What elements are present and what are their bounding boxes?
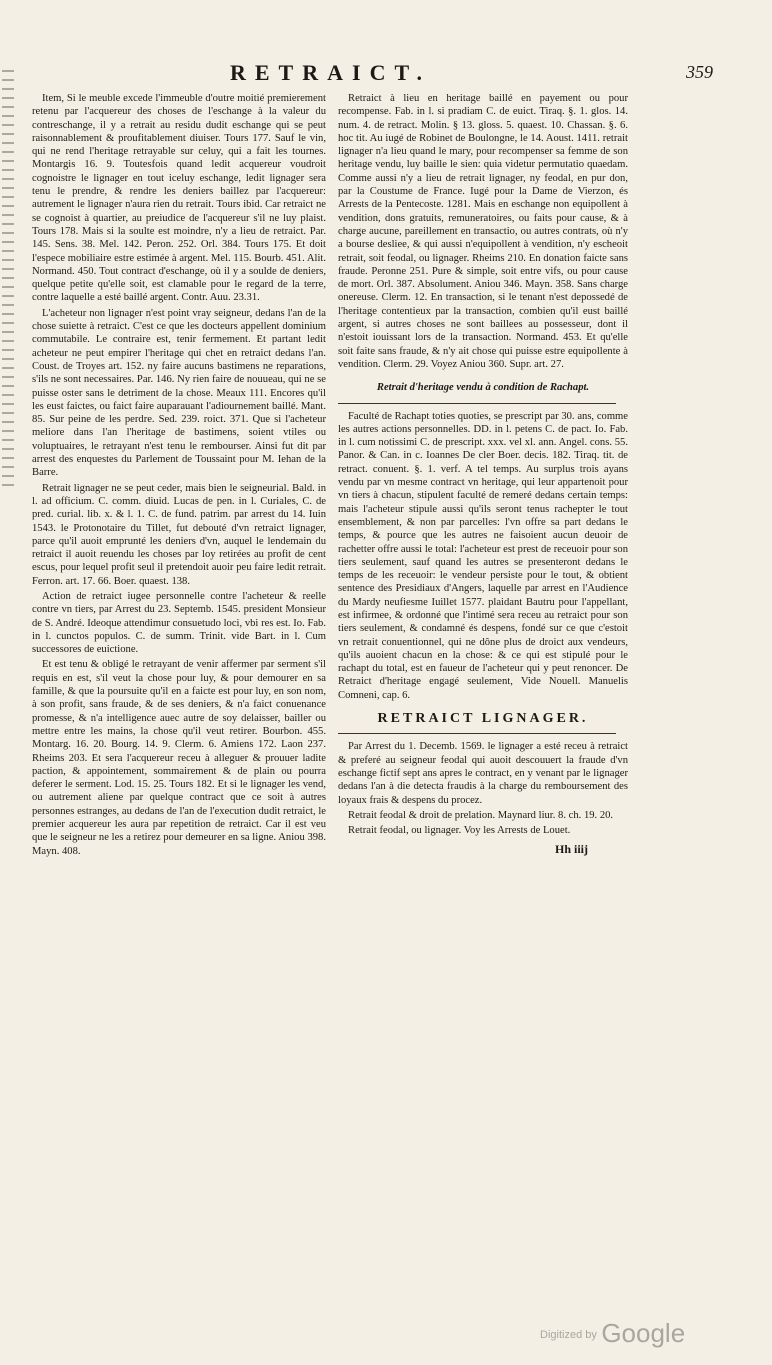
watermark-logo: Google [601,1318,686,1348]
paragraph: Retrait feodal, ou lignager. Voy les Arrests de Louet. [348,825,571,837]
running-head: RETRAICT. [230,60,432,85]
digitized-watermark [540,1318,685,1349]
left-column [32,92,326,1272]
paragraph: L'acheteur non lignager n'est point vray seigneur, dedans l'an de la chose suiette à retraict. C'est ce que les docteurs appellent dominium commutabile. Le contraire est, tenir fermement. Et partant ledit acheteur ne peut empirer l'heritage qui chet en retraict dedans l'an. Coust. de Troyes art. 152. ny faire aucuns bastimens ne reparations, s'ils ne sont necessaires. Par. 146. Ny rien faire de nouueau, qui ne se puisse oster sans le detriment de la chose. Meaux 111. Encores qu'il les eust faictes, ou faict faire auparauant l'adiournement baillé. Mant. 85. Sur peine de les perdre. Sed. 239. roict. 371. Que si l'acheteur meliore dans l'an l'heritage de bastimens, soient vtiles ou voluptuaires, le retrayant n'est tenu le rembourser. Ainsi fut dit par arrest des enquestes du Parlement de Toussaint pour M. Iehan de la Barre. [32,307,326,479]
section-rule [338,733,616,734]
paragraph: Et est tenu & obligé le retrayant de venir affermer par serment s'il requis en est, s'il veut la chose pour luy, & pour demourer en sa famille, & que la poursuite qu'il en a faicte est pour luy, en son nom, à son profit, sans fraude, & de ses deniers, & n'a faict conuenance promesse, & n'a intelligence auec autre de soy delaisser, bailler ou mettre entre les mains, la chose qu'il veut retirer. Bourbon. 455. Montarg. 16. 20. Bourg. 14. 9. Clerm. 6. Amiens 172. Laon 237. Rheims 203. Et sera l'acquereur receu à alleguer & prouuer ladite paction, & appointement, sommairement & de plain ou pourra deferer le serment. Lod. 15. 25. Tours 182. Et si le lignager les vend, ou autrement aliene par quelque contract que ce soit à autres personnes estranges, au dedans de l'an de l'execution dudit retraict, le premier acquereur les aura par repetition de retraict. Car il est veu que le seigneur ne les a retirez pour demeurer en sa ligne. Aniou 398. Mayn. 408. [32,659,326,857]
paragraph: Par Arrest du 1. Decemb. 1569. le lignager a esté receu à retraict & preferé au seigneur feodal qui auoit descouuert la fraude d'vn eschange fictif sept ans apres le contract, en y venant par le lignager dedans l'an à die detecta fraudis à la charge du remboursement des loyaux frais & despens du procez. [338,741,628,806]
page-number: 359 [686,62,713,82]
paragraph: Retrait feodal & droit de prelation. Maynard liur. 8. ch. 19. 20. [348,809,614,821]
watermark-prefix: Digitized by [540,1329,597,1341]
section-heading-lignager: RETRAICT LIGNAGER. [377,711,589,727]
paragraph: Action de retraict iugee personnelle contre l'acheteur & reelle contre vn tiers, par Arrest du 23. Septemb. 1545. president Monsieur de S. André. Ideoque attendimur consuetudo loci, vbi res est. Io. Fab. in l. cunctos populos. C. de summ. Trinit. vide Bart. in l. Cum successores de euictione. [32,590,326,656]
section-rule [338,403,616,404]
paragraph: Retrait lignager ne se peut ceder, mais bien le seigneurial. Bald. in l. ad officium. C. comm. diuid. Lucas de pen. in l. Curiales, C. de pred. curial. lib. x. & l. 1. C. de fund. patrim. par arrest du 14. Iuin 1543. le Protonotaire du Tillet, fut debouté d'vn retraict lignager, parce qu'il auoit emprunté les deniers d'vn, auquel le lendemain du retraict il auoit reuendu les choses par loy retirées au profit de cent escus, pour lequel profit seul il pretendoit auoir peu faire ledit retrait. Ferron. art. 17. 66. Boer. quaest. 138. [32,482,326,587]
section-heading-rachapt: Retrait d'heritage vendu à condition de Rachapt. [376,382,590,394]
right-column [338,92,628,1232]
binding-gutter [2,70,14,490]
paragraph: Item, Si le meuble excede l'immeuble d'outre moitié premierement retenu par l'acquereur des choses de l'eschange à la valeur du contreschange, il y a retrait au residu dudit eschange qui se peut raisonnablement & proufitablement diuiser. Tours 177. Sauf le vin, qui ne rend l'heritage retrayable sur celuy, qui a fait les tournes. Montargis 16. 9. Toutesfois quand ledit acquereur voudroit cognoistre le lignager en tout iceluy eschange, ledit lignager sera tenu le prendre, & rendre les deniers baillez par l'acquereur: autrement le lignager n'aura rien du retrait. Tours ibid. Car retraict ne se cognoist à quartier, au preiudice de l'acquereur s'il ne luy plaist. Tours 178. Mais si la soulte est moindre, n'y a lieu de retraict. Par. 145. Sens. 38. Mel. 142. Peron. 252. Orl. 384. Tours 175. Et doit l'espece mobiliaire estre estimée à argent. Mel. 115. Bourb. 451. Alit. Normand. 450. Tout contract d'eschange, où il y a soulde de deniers, quelque petite qu'elle soit, est clamable pour le regard de la terre, contre laquelle a esté baillé argent. Contr. Auu. 23.31. [32,93,326,304]
paragraph: Retraict à lieu en heritage baillé en payement ou pour recompense. Fab. in l. si pradiam C. de euict. Tiraq. §. 1. glos. 14. num. 4. de retract. Molin. § 13. gloss. 5. quaest. 10. Chassan. §. 6. hoc tit. Au iugé de Robinet de Boulongne, le 14. Aoust. 1411. retrait lignager n'a lieu quand le mary, pour recompenser sa femme de son heritage vendu, luy baille le sien: quia videtur permutatio quaedam. Comme aussi n'y a lieu de retrait lignager, ny feodal, en pur don, par la Coustume de France. Iugé pour la Dame de Vierzon, és Arrests de la Pentecoste. 1281. Mais en eschange non equipollent à vendition, dons gratuits, remuneratoires, ou faits pour cause, & à charge aucune, pareillement en transactio, ou autres contrats, où n'y a bourse desliee, & qui aussi n'equipollent à vendition, n'y escheoit retrait, soit feodal, ou lignager. Rheims 210. En donation faicte sans fraude. Peronne 251. Pure & simple, soit entre vifs, ou pour cause de mort. Orl. 387. Absolument. Aniou 346. Mayn. 358. Sans charge onereuse. Clerm. 12. En transaction, si le tenant n'est depossedé de l'heritage contentieux par la transaction, combien qu'il eust baillé argent, si autres choses ne sont baillees au possesseur, dont il n'estoit iouissant lors de la transaction. Normand. 453. Et qu'elle soit faite sans fraude, & n'y ait chose qui puisse estre equipollente à vendition. Clerm. 29. Voyez Aniou 360. Supr. art. 27. [338,93,628,370]
paragraph: Faculté de Rachapt toties quoties, se prescript par 30. ans, comme les autres actions personnelles. DD. in l. petens C. de pact. Io. Fab. in l. cum notissimi C. de prescript. xxx. vel xl. ann. Angel. cons. 55. Panor. & Can. in c. Ioannes De cler Boer. decis. 182. Tiraq. tit. de retract. conuent. §. 1. verf. A tel temps. Au surplus trois ayans vendu par vn mesme contract vn heritage, qui leur appartenoit pour vn tiers à chacun, stipulent faculté de remeré dedans certain temps: mais l'acheteur stipule aussi qu'ils seront tenus rachepter le tout ensemblement, & non par parcelles: l'vn offre sa part dedans le temps, & pource que les autres ne faisoient aucun deuoir de rachetter offre aussi le total: l'acheteur est prest de receuoir pour son tiers seulement, sauf quand les autres se presenteront dedans le temps de les receuoir: le vendeur persiste pour le tout, & obtient sentence des Presidiaux d'Angers, laquelle par arrest en l'Audience du Mardy neufiesme Iuillet 1577. plaidant Bautru pour l'appellant, est infirmee, & ordonné que l'intimé sera receu au retraict pour son tiers seulement, & condamné és despens, fondé sur ce que c'estoit vn retrait conuentionnel, qui ne dône plus de droict aux vendeurs, qu'ils auoient chacun en la chose: & ce qui est stipulé pour le rachapt du total, est en faueur de l'acheteur qui y peut renoncer. De Retraict d'heritage engagé seulement, Vide Nouell. Manuelis Comneni, cap. 6. [338,410,628,701]
signature-mark: Hh iiij [554,842,588,857]
